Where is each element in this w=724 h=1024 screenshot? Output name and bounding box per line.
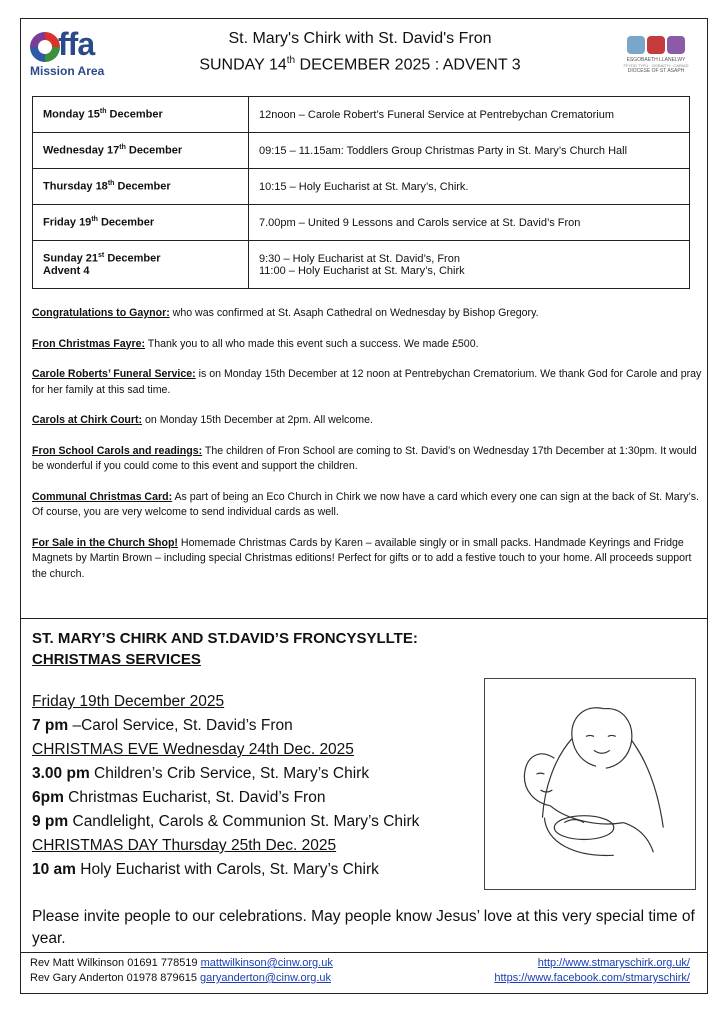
website-link[interactable]: http://www.stmaryschirk.org.uk/ — [537, 957, 690, 969]
contact-gary — [30, 971, 331, 986]
event-text: 7.00pm – United 9 Lessons and Carols service at St. David’s Fron — [259, 216, 581, 229]
service-time: 6pm — [32, 789, 64, 806]
service-date: CHRISTMAS DAY Thursday 25th Dec. 2025 — [32, 837, 337, 854]
day-month: December — [97, 216, 155, 229]
section-divider — [20, 618, 708, 619]
event-text: 10:15 – Holy Eucharist at St. Mary’s, Chirk. — [259, 180, 469, 193]
notice-heading: Communal Christmas Card: — [32, 490, 173, 503]
contact-row — [30, 971, 690, 986]
notice-heading: Fron School Carols and readings: — [32, 444, 203, 457]
logo-text: ffa — [58, 26, 95, 62]
notice-body: is on Monday 15th December at 12 noon at Pentrebychan Crematorium. We thank God for Carole and pray for her family at this sad time. — [32, 368, 702, 396]
invitation-text: Please invite people to our celebrations. May people know Jesus’ love at this very special time of year. — [32, 908, 695, 947]
day-suffix: th — [91, 216, 98, 224]
contact-row — [30, 956, 690, 971]
email-link[interactable]: garyanderton@cinw.org.uk — [200, 972, 332, 984]
notice-body: Thank you to all who made this event such a success. We made £500. — [145, 337, 479, 350]
diocese-tagline: FFYDD TYFU · GOBAITH · CARIAD — [623, 63, 689, 68]
day-text: Sunday 21 — [43, 252, 99, 265]
title-date-suffix: th — [286, 55, 296, 66]
notice-body: who was confirmed at St. Asaph Cathedral on Wednesday by Bishop Gregory. — [169, 307, 539, 319]
notice-heading: Carole Roberts’ Funeral Service: — [32, 368, 196, 380]
nativity-icon — [485, 679, 695, 889]
diocese-name-welsh: ESGOBAETH LLANELWY — [626, 57, 686, 63]
service-description: –Carol Service, St. David’s Fron — [68, 717, 293, 734]
service-description: Children’s Crib Service, St. Mary’s Chirk — [89, 765, 370, 782]
emblem-hex — [647, 36, 665, 54]
schedule-row — [33, 241, 690, 289]
schedule-row — [33, 97, 690, 133]
day-suffix: th — [107, 180, 115, 188]
day-suffix: th — [99, 108, 107, 116]
notices — [32, 306, 702, 597]
service-time: 9 pm — [32, 813, 69, 830]
diocese-logo — [606, 34, 706, 90]
service-time: 3.00 pm — [32, 765, 90, 782]
day-month: December — [125, 144, 183, 157]
nativity-illustration — [484, 678, 696, 890]
schedule-day — [33, 133, 249, 169]
footer-contacts — [30, 956, 690, 986]
christmas-services-heading — [32, 628, 418, 670]
schedule-event — [249, 133, 690, 169]
day-text: Thursday 18 — [43, 180, 108, 193]
notice-heading: Congratulations to Gaynor: — [32, 307, 170, 319]
title-date: SUNDAY 14 — [199, 56, 287, 74]
schedule-row — [33, 169, 690, 205]
offa-mission-area-logo — [28, 26, 128, 82]
logo-emblem-icon — [30, 32, 60, 62]
churches-heading: ST. MARY’S CHIRK AND ST.DAVID’S FRONCYSYLLTE: — [32, 630, 418, 647]
schedule-row — [33, 205, 690, 241]
notice-heading: Fron Christmas Fayre: — [32, 337, 146, 350]
event-text: 9:30 – Holy Eucharist at St. David’s, Fron — [259, 252, 460, 265]
notice-body: Homemade Christmas Cards by Karen – available singly or in small packs. Handmade Keyrings and Fridge Magnets by Martin Brown – including special Christmas editions! Perfect for gifts or to add a festive touch to your home. All proceeds support the church. — [32, 536, 692, 580]
diocese-emblem-icon — [606, 36, 706, 54]
service-item — [32, 714, 419, 738]
notice-item — [32, 413, 702, 429]
day-suffix: th — [119, 144, 126, 152]
service-date: Friday 19th December 2025 — [32, 693, 225, 710]
notice-item — [32, 536, 702, 583]
title-line-2 — [130, 50, 590, 76]
service-item — [32, 762, 419, 786]
schedule-event — [249, 241, 690, 289]
diocese-name-english: DIOCESE OF ST ASAPH — [627, 68, 685, 74]
notice-body: on Monday 15th December at 2pm. All welcome. — [142, 414, 373, 426]
day-month: December — [106, 108, 163, 121]
schedule-day — [33, 97, 249, 133]
contact-name: Rev Matt Wilkinson 01691 778519 — [30, 957, 201, 969]
service-date: CHRISTMAS EVE Wednesday 24th Dec. 2025 — [32, 741, 354, 758]
service-item — [32, 786, 419, 810]
day-month: December — [104, 252, 161, 265]
emblem-hex — [627, 36, 645, 54]
day-month: December — [114, 180, 171, 193]
notice-item — [32, 490, 702, 521]
schedule-event — [249, 205, 690, 241]
logo-subtitle: Mission Area — [30, 64, 105, 78]
notice-body: As part of being an Eco Church in Chirk we now have a card which every one can sign at the back of St. Mary’s. Of course, you are very welcome to send individual cards as well. — [32, 490, 699, 518]
event-text: 11:00 – Holy Eucharist at St. Mary’s, Chirk — [259, 264, 465, 277]
service-time: 7 pm — [32, 717, 69, 734]
title-occasion: DECEMBER 2025 : ADVENT 3 — [295, 56, 521, 74]
footer-divider — [20, 952, 708, 953]
service-description: Christmas Eucharist, St. David’s Fron — [63, 789, 326, 806]
day-note: Advent 4 — [43, 264, 90, 277]
email-link[interactable]: mattwilkinson@cinw.org.uk — [200, 957, 333, 969]
day-text: Monday 15 — [43, 108, 100, 121]
schedule-event — [249, 169, 690, 205]
schedule-event — [249, 97, 690, 133]
notice-heading: For Sale in the Church Shop! — [32, 536, 178, 549]
day-text: Friday 19 — [43, 216, 92, 229]
notice-item — [32, 444, 702, 475]
notice-item — [32, 337, 702, 353]
facebook-link[interactable]: https://www.facebook.com/stmaryschirk/ — [494, 972, 690, 984]
service-description: Candlelight, Carols & Communion St. Mary’s Chirk — [68, 813, 420, 830]
weekly-schedule-table — [32, 96, 690, 289]
contact-name: Rev Gary Anderton 01978 879615 — [30, 972, 201, 984]
notice-item — [32, 367, 702, 398]
service-description: Holy Eucharist with Carols, St. Mary’s Chirk — [75, 861, 379, 878]
notice-heading: Carols at Chirk Court: — [32, 414, 143, 426]
page-title — [130, 28, 590, 76]
service-item — [32, 810, 419, 834]
notice-body: The children of Fron School are coming to St. David’s on Wednesday 17th December at 1:30pm. It would be wonderful if you could come to this event and support the children. — [32, 444, 697, 472]
service-time: 10 am — [32, 861, 76, 878]
schedule-day — [33, 241, 249, 289]
notice-item — [32, 306, 702, 322]
service-item — [32, 858, 419, 882]
contact-matt — [30, 956, 333, 971]
schedule-row — [33, 133, 690, 169]
christmas-services-subheading: CHRISTMAS SERVICES — [32, 651, 201, 668]
event-text: 12noon – Carole Robert’s Funeral Service at Pentrebychan Crematorium — [259, 108, 615, 121]
day-text: Wednesday 17 — [43, 144, 120, 157]
emblem-hex — [667, 36, 685, 54]
schedule-day — [33, 205, 249, 241]
day-suffix: st — [98, 252, 105, 260]
event-text: 09:15 – 11.15am: Toddlers Group Christmas Party in St. Mary’s Church Hall — [259, 144, 628, 157]
schedule-day — [33, 169, 249, 205]
title-line-1: St. Mary's Chirk with St. David's Fron — [228, 30, 492, 47]
christmas-services-list — [32, 690, 419, 882]
